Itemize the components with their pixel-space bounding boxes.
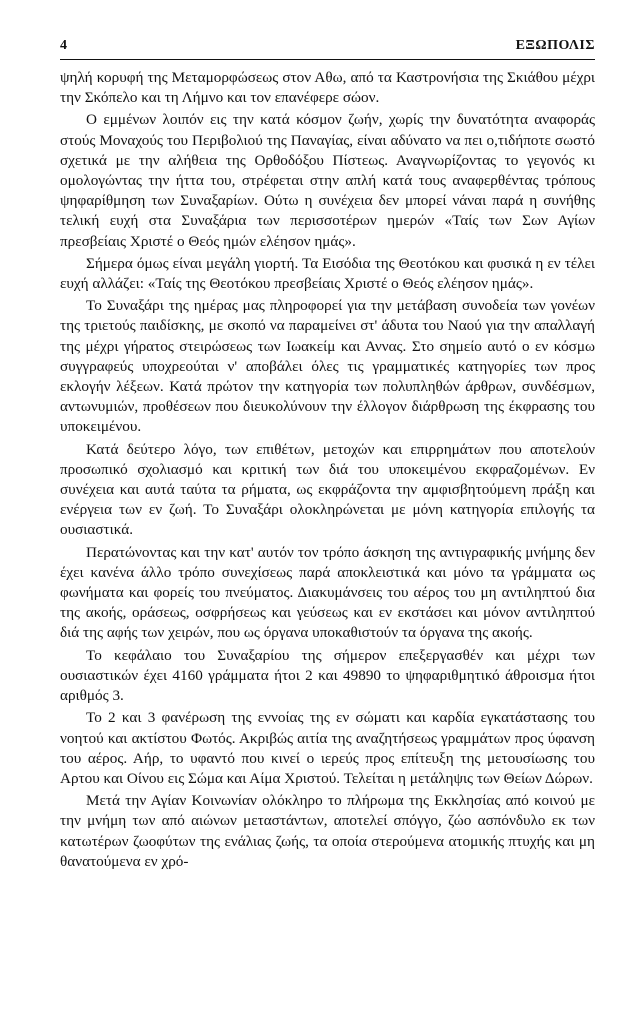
paragraph: Το Συναξάρι της ημέρας μας πληροφορεί για την μετάβαση συνοδεία των γονέων της τριετούς παιδίσκης, με σκοπό να παραμείνει στ' άδυτα του Ναού για την απαλλαγή της μέχρι γήρατος στειρώσεως των Ιωακείμ και Αννας. Στο σημείο αυτό ο εν κόσμω συγγραφεύς υποχρεούται ν' αποβάλει όλες τις γραμματικές κατηγορίες των προς εκλογήν λέξεων. Κατά πρώτον την κατηγορία των πολυπληθών άρθρων, συνδέσμων, αντωνυμιών, προθέσεων που διευκολύνουν την έλλογον διάρθρωση της έκφρασης του υποκειμένου. <box>60 297 595 436</box>
paragraph: Το κεφάλαιο του Συναξαρίου της σήμερον επεξεργασθέν και μέχρι των ουσιαστικών έχει 4160 γράμματα ήτοι 2 και 49890 το ψηφαριθμητικό άθροισμα ήτοι αριθμός 3. <box>60 646 595 705</box>
paragraph: Περατώνοντας και την κατ' αυτόν τον τρόπο άσκηση της αντιγραφικής μνήμης δεν έχει κανένα άλλο τρόπο συνεχίσεως παρά αποκλειστικά και μόνο τα γράμματα ως φωνήματα και φορείς του πνεύματος. Διακυμάνσεις του αέρος του μη αντιληπτού δια της ακοής, οράσεως, οσφρήσεως και γεύσεως και εν εκστάσει και μόνον αντιληπτού διά της αφής των χειρών, που ως όργανα υποκαθιστούν τα όργανα της ακοής. <box>60 543 595 642</box>
paragraph-continuation: ψηλή κορυφή της Μεταμορφώσεως στον Αθω, από τα Καστρονήσια της Σκιάθου μέχρι την Σκόπελο και τη Λήμνο και τον επανέφερε σώον. <box>60 69 595 107</box>
page-header <box>60 38 595 54</box>
paragraph: Μετά την Αγίαν Κοινωνίαν ολόκληρο το πλήρωμα της Εκκλησίας από κοινού με την μνήμη των από αιώνων μεταστάντων, αποτελεί σπόγγο, ζώο ασπόνδυλο εκ των κατωτέρων ζωοφύτων της ενάλιας ζωής, τα οποία στερούμενα ατομικής πτυχής και μη θανατούμενα εν χρό- <box>60 792 595 870</box>
body-text <box>60 68 595 874</box>
page-number: 4 <box>60 38 67 53</box>
header-rule <box>60 59 595 60</box>
paragraph: Κατά δεύτερο λόγο, των επιθέτων, μετοχών και επιρρημάτων που αποτελούν προσωπικό σχολιασμό και κριτική των διά του υποκειμένου εκφραζομένων. Εν συνέχεια και αυτά ταύτα τα ρήματα, ως εκφράζοντα την αμφισβητούμενη πράξη και ενέργεια των εν ζωή. Το Συναξάρι ολοκληρώνεται με μόνη κατηγορία επιλογής τα ουσιαστικά. <box>60 440 595 539</box>
paragraph: Ο εμμένων λοιπόν εις την κατά κόσμον ζωήν, χωρίς την δυνατότητα αναφοράς στούς Μοναχούς του Περιβολιού της Παναγίας, είναι αδύνατο να πει ο,τιδήποτε σωστό σχετικά με την αλήθεια της Ορθοδόξου Πίστεως. Αναγνωρίζοντας το γεγονός κι ομολογώντας την ήττα του, στρέφεται στην απλή κατά τους αναφερθέντας τρόπους ψηφαρίθμηση των Συναξαρίων. Ούτω η συνέχεια δεν μπορεί νάναι παρά η συνήθης τελική ευχή στα Συναξάρια των περισσοτέρων ημερών «Ταίς των Σων Αγίων πρεσβείαις Χριστέ ο Θεός ημών ελέησον ημάς». <box>60 111 595 250</box>
paragraph: Το 2 και 3 φανέρωση της εννοίας της εν σώματι και καρδία εγκατάστασης του νοητού και ακτίστου Φωτός. Ακριβώς αιτία της αναζητήσεως γραμμάτων προς ύφανση του αέρος. Αήρ, το υφαντό που κινεί ο ιερεύς προς επίτευξη της μετουσίωσης του Αρτου και Οίνου εις Σώμα και Αίμα Χριστού. Τελείται η μετάληψις των Θείων Δώρων. <box>60 709 595 787</box>
paragraph: Σήμερα όμως είναι μεγάλη γιορτή. Τα Εισόδια της Θεοτόκου και φυσικά η εν τέλει ευχή αλλάζει: «Ταίς της Θεοτόκου πρεσβείαις Χριστέ ο Θεός ελέησον ημάς». <box>60 254 595 293</box>
running-title: ΕΞΩΠΟΛΙΣ <box>515 38 595 53</box>
